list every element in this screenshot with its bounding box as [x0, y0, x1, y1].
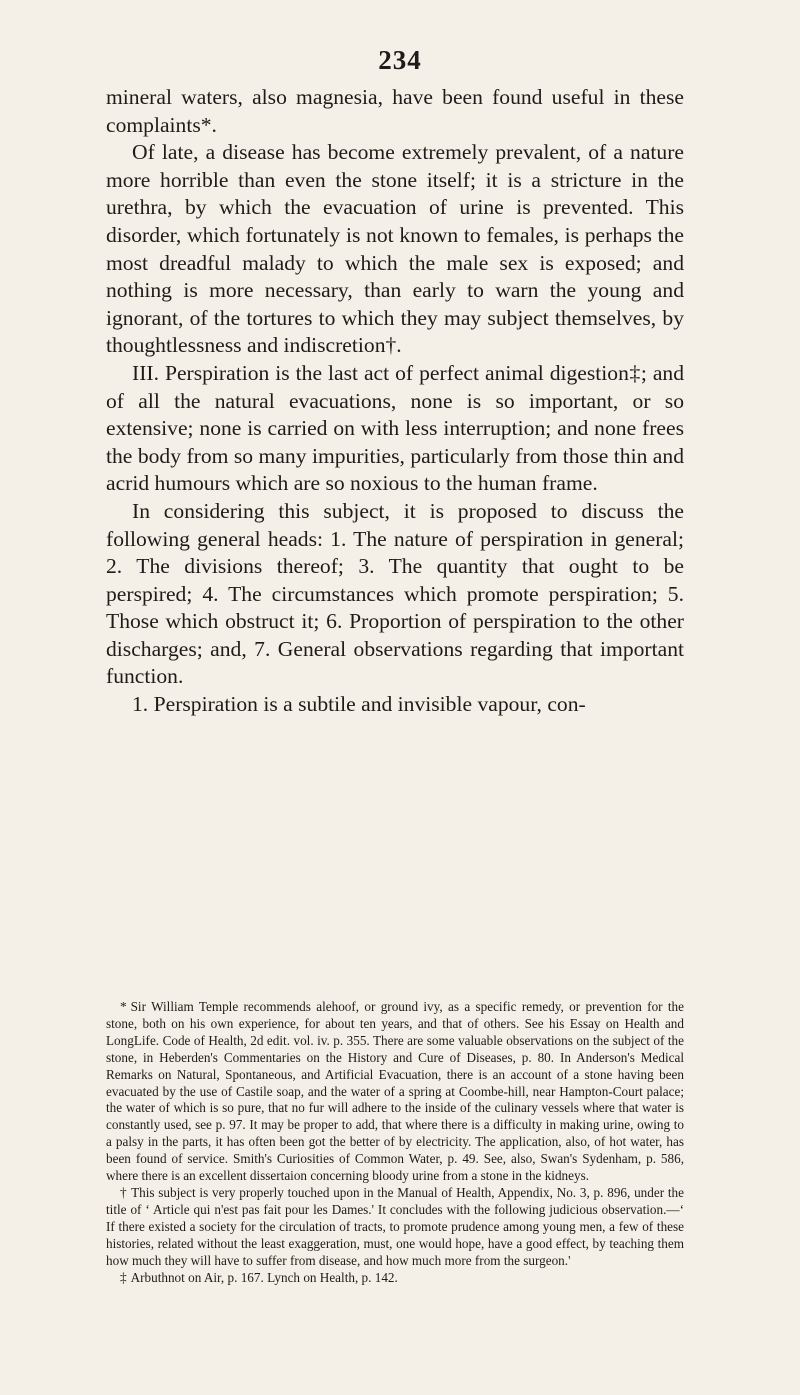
main-text	[106, 84, 684, 719]
paragraph: In considering this subject, it is proposed to discuss the following general heads: 1. The nature of perspiration in general; 2. The divisions thereof; 3. The quantity that ought to be perspired; 4. The circumstances which promote perspiration; 5. Those which obstruct it; 6. Proportion of perspiration to the other discharges; and, 7. General observations regarding that important function.	[106, 498, 684, 689]
page-number: 234	[378, 45, 422, 75]
footnote-mark: †	[120, 1184, 128, 1200]
paragraph: mineral waters, also magnesia, have been found useful in these complaints*.	[106, 85, 684, 137]
footnote	[106, 1270, 684, 1287]
footnote-mark: ‡	[120, 1269, 127, 1285]
footnotes	[106, 999, 684, 1286]
paragraph: 1. Perspiration is a subtile and invisible vapour, con-	[132, 692, 586, 717]
footnote-text: Sir William Temple recommends alehoof, or ground ivy, as a specific remedy, or prevention for the stone, both on his own experience, for about ten years, and that of others. See his Essay on Health and LongLife. Code of Health, 2d edit. vol. iv. p. 355. There are some valuable observations on the subject of the stone, in Heberden's Commentaries on the History and Cure of Diseases, p. 80. In Anderson's Medical Remarks on Natural, Spontaneous, and Artificial Evacuation, there is an account of a stone having been evacuated by the use of Castile soap, and the water of a spring at Coombe-hill, near Hampton-Court palace; the water of which is so pure, that no fur will adhere to the inside of the culinary vessels where that water is constantly used, see p. 97. It may be proper to add, that where there is a difficulty in making urine, owing to a palsy in the parts, it has often been got the better of by electricity. The application, also, of hot water, has been found of service. Smith's Curiosities of Common Water, p. 49. See, also, Swan's Sydenham, p. 586, where there is an excellent dissertaion concerning bloody urine from a stone in the kidneys.	[106, 999, 684, 1184]
footnote	[106, 999, 684, 1185]
footnote	[106, 1185, 684, 1270]
footnote-text: This subject is very properly touched upon in the Manual of Health, Appendix, No. 3, p. 896, under the title of ‘ Article qui n'est pas fait pour les Dames.' It concludes with the following judicious observation.—‘ If there existed a society for the circulation of tracts, to promote prudence among young men, a few of these histories, related without the least exaggeration, must, one would hope, have a good effect, by teaching them how much they will have to suffer from disease, and how much more from the surgeon.'	[106, 1184, 684, 1268]
footnote-mark: *	[120, 999, 127, 1014]
paragraph: III. Perspiration is the last act of perfect animal digestion‡; and of all the natural evacuations, none is so important, or so extensive; none is carried on with less interruption; and none frees the body from so many impurities, particularly from those thin and acrid humours which are so noxious to the human frame.	[106, 360, 684, 496]
footnote-text: Arbuthnot on Air, p. 167. Lynch on Health, p. 142.	[130, 1269, 398, 1285]
paragraph: Of late, a disease has become extremely prevalent, of a nature more horrible than even the stone itself; it is a stricture in the urethra, by which the evacuation of urine is prevented. This disorder, which fortunately is not known to females, is perhaps the most dreadful malady to which the male sex is exposed; and nothing is more necessary, than early to warn the young and ignorant, of the tortures to which they may subject themselves, by thoughtlessness and indiscretion†.	[106, 140, 684, 358]
